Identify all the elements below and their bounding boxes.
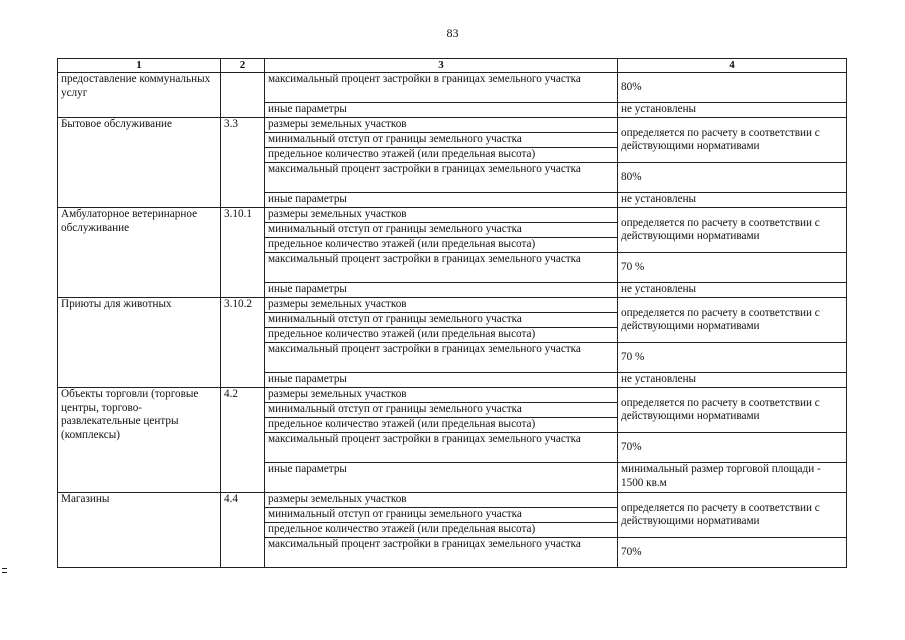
- table-row: [58, 493, 847, 508]
- param-sizes: размеры земельных участков: [265, 118, 618, 133]
- table-header-row: [58, 59, 847, 73]
- param-floors: предельное количество этажей (или предельная высота): [265, 328, 618, 343]
- use-type-code: 4.2: [221, 388, 265, 493]
- param-sizes: размеры земельных участков: [265, 208, 618, 223]
- use-type-name: Магазины: [58, 493, 221, 568]
- param-floors: предельное количество этажей (или предельная высота): [265, 148, 618, 163]
- value-coverage: 70%: [618, 538, 847, 568]
- param-floors: предельное количество этажей (или предельная высота): [265, 523, 618, 538]
- param-coverage: максимальный процент застройки в границах земельного участка: [265, 73, 618, 103]
- use-type-code: 3.10.1: [221, 208, 265, 298]
- page-number: 83: [446, 26, 459, 40]
- param-offset: минимальный отступ от границы земельного участка: [265, 313, 618, 328]
- table-row: [58, 73, 847, 103]
- use-type-name: Бытовое обслуживание: [58, 118, 221, 208]
- table-row: [58, 298, 847, 313]
- table-row: [58, 388, 847, 403]
- value-coverage: 70 %: [618, 343, 847, 373]
- param-other: иные параметры: [265, 283, 618, 298]
- value-other: минимальный размер торговой площади - 1500 кв.м: [618, 463, 847, 493]
- value-coverage: 70 %: [618, 253, 847, 283]
- param-coverage: максимальный процент застройки в границах земельного участка: [265, 433, 618, 463]
- header-col-1: 1: [58, 59, 221, 73]
- use-type-name: Приюты для животных: [58, 298, 221, 388]
- param-other: иные параметры: [265, 103, 618, 118]
- value-other: не установлены: [618, 193, 847, 208]
- value-calc: определяется по расчету в соответствии с действующими нормативами: [618, 208, 847, 253]
- param-offset: минимальный отступ от границы земельного участка: [265, 223, 618, 238]
- header-col-2: 2: [221, 59, 265, 73]
- use-type-code: [221, 73, 265, 118]
- value-calc: определяется по расчету в соответствии с действующими нормативами: [618, 298, 847, 343]
- use-type-name: предоставление коммунальных услуг: [58, 73, 221, 118]
- param-sizes: размеры земельных участков: [265, 388, 618, 403]
- value-coverage: 80%: [618, 163, 847, 193]
- land-use-parameters-table: [57, 58, 847, 568]
- param-coverage: максимальный процент застройки в границах земельного участка: [265, 343, 618, 373]
- value-other: не установлены: [618, 103, 847, 118]
- value-coverage: 80%: [618, 73, 847, 103]
- table-row: [58, 208, 847, 223]
- value-calc: определяется по расчету в соответствии с действующими нормативами: [618, 493, 847, 538]
- use-type-code: 3.3: [221, 118, 265, 208]
- param-coverage: максимальный процент застройки в границах земельного участка: [265, 538, 618, 568]
- param-coverage: максимальный процент застройки в границах земельного участка: [265, 253, 618, 283]
- value-coverage: 70%: [618, 433, 847, 463]
- param-other: иные параметры: [265, 373, 618, 388]
- param-other: иные параметры: [265, 463, 618, 493]
- use-type-name: Объекты торговли (торговые центры, торгово-развлекательные центры (комплексы): [58, 388, 221, 493]
- use-type-code: 3.10.2: [221, 298, 265, 388]
- header-col-4: 4: [618, 59, 847, 73]
- param-sizes: размеры земельных участков: [265, 493, 618, 508]
- param-floors: предельное количество этажей (или предельная высота): [265, 418, 618, 433]
- param-floors: предельное количество этажей (или предельная высота): [265, 238, 618, 253]
- param-offset: минимальный отступ от границы земельного участка: [265, 403, 618, 418]
- value-calc: определяется по расчету в соответствии с действующими нормативами: [618, 388, 847, 433]
- use-type-name: Амбулаторное ветеринарное обслуживание: [58, 208, 221, 298]
- param-offset: минимальный отступ от границы земельного участка: [265, 508, 618, 523]
- value-other: не установлены: [618, 283, 847, 298]
- header-col-3: 3: [265, 59, 618, 73]
- param-offset: минимальный отступ от границы земельного участка: [265, 133, 618, 148]
- value-calc: определяется по расчету в соответствии с действующими нормативами: [618, 118, 847, 163]
- param-sizes: размеры земельных участков: [265, 298, 618, 313]
- use-type-code: 4.4: [221, 493, 265, 568]
- table-row: [58, 118, 847, 133]
- param-coverage: максимальный процент застройки в границах земельного участка: [265, 163, 618, 193]
- scan-edge-mark: [2, 568, 7, 573]
- value-other: не установлены: [618, 373, 847, 388]
- param-other: иные параметры: [265, 193, 618, 208]
